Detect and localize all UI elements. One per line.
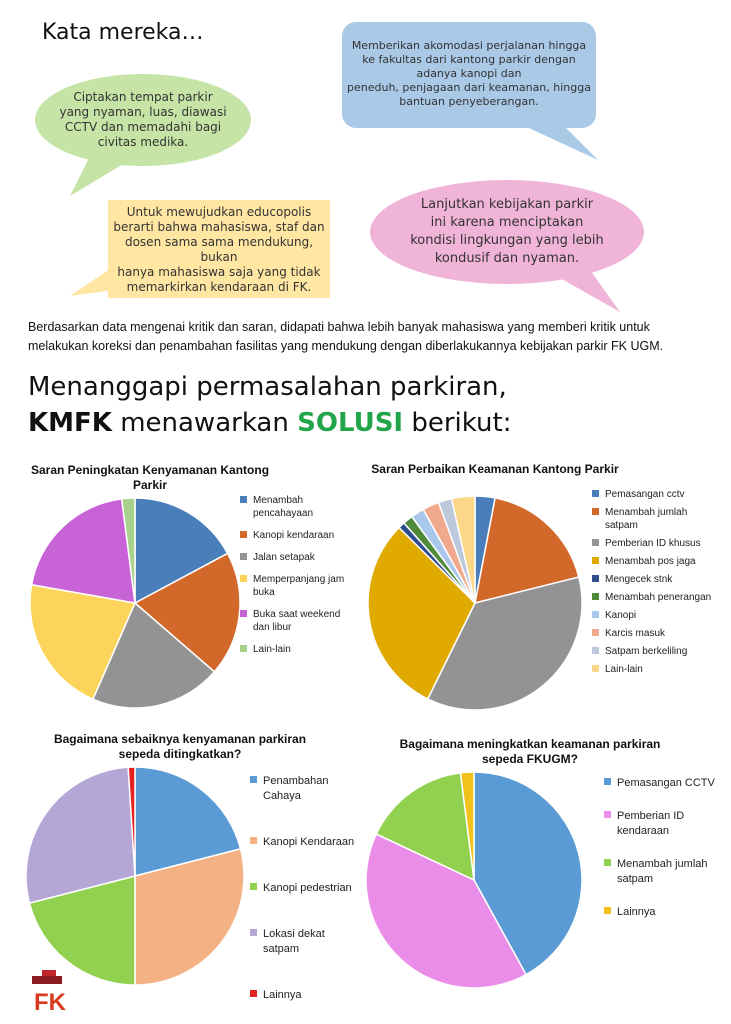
- legend-label: Kanopi Kendaraan: [263, 836, 355, 848]
- bubble-yellow-line: hanya mahasiswa saja yang tidak: [117, 265, 321, 279]
- legend-item: [592, 573, 712, 586]
- legend-swatch: [592, 665, 599, 672]
- legend-swatch: [592, 611, 599, 618]
- bubble-green-line: civitas medika.: [97, 135, 189, 149]
- chart-2-pie: [368, 496, 582, 710]
- legend-item: [592, 645, 712, 658]
- legend-swatch: [250, 929, 257, 936]
- legend-swatch: [592, 490, 599, 497]
- chart-3-legend: [250, 774, 360, 1003]
- legend-item: [592, 591, 712, 604]
- legend-label: Pemasangan CCTV: [617, 777, 715, 789]
- legend-label: Pemberian ID khusus: [605, 538, 701, 549]
- legend-swatch: [592, 593, 599, 600]
- chart-4-pie: [366, 772, 582, 988]
- legend-label: Pemberian ID kendaraan: [617, 810, 685, 837]
- chart-1-title: Saran Peningkatan Kenyamanan Kantong Parkir: [30, 463, 270, 492]
- bubble-pink-line: kondusif dan nyaman.: [434, 251, 580, 266]
- logo-text: FK: [34, 989, 66, 1016]
- bubble-blue-line: peneduh, penjagaan dari keamanan, hingga: [347, 81, 591, 94]
- legend-swatch: [604, 778, 611, 785]
- legend-label: Penambahan Cahaya: [263, 775, 329, 802]
- bubble-yellow-line: berarti bahwa mahasiswa, staf dan: [113, 220, 325, 234]
- legend-label: Lainnya: [263, 989, 302, 1001]
- legend-item: [240, 494, 346, 520]
- legend-swatch: [592, 629, 599, 636]
- legend-label: Lainnya: [617, 906, 656, 918]
- legend-label: Lain-lain: [605, 664, 643, 675]
- legend-swatch: [240, 645, 247, 652]
- legend-item: [592, 609, 712, 622]
- legend-item: [240, 551, 346, 564]
- legend-swatch: [592, 647, 599, 654]
- legend-swatch: [250, 837, 257, 844]
- pie-slice: [32, 499, 135, 603]
- legend-label: Kanopi kendaraan: [253, 530, 335, 541]
- legend-item: [250, 835, 360, 850]
- bubble-blue: [342, 30, 596, 118]
- legend-swatch: [240, 553, 247, 560]
- legend-swatch: [240, 531, 247, 538]
- chart-3-title: Bagaimana sebaiknya kenyamanan parkiran sepeda ditingkatkan?: [53, 732, 307, 761]
- bubble-pink-line: kondisi lingkungan yang lebih: [410, 233, 604, 248]
- bubble-green-line: Ciptakan tempat parkir: [73, 90, 213, 104]
- legend-swatch: [592, 508, 599, 515]
- chart-4-legend: [604, 776, 724, 920]
- kmfk-logo: [28, 968, 72, 1016]
- headline-line-1: Menanggapi permasalahan parkiran,: [28, 372, 507, 402]
- chart-1-pie: [30, 498, 240, 708]
- legend-swatch: [250, 776, 257, 783]
- bubble-green-line: yang nyaman, luas, diawasi: [59, 105, 227, 119]
- headline-kmfk: KMFK: [28, 408, 112, 438]
- bubble-blue-line: adanya kanopi dan: [416, 67, 522, 80]
- chart-4-title: Bagaimana meningkatkan keamanan parkiran sepeda FKUGM?: [399, 737, 661, 766]
- legend-label: Jalan setapak: [253, 552, 315, 563]
- legend-item: [250, 774, 360, 804]
- legend-label: Memperpanjang jam buka: [253, 574, 345, 598]
- legend-item: [592, 506, 712, 532]
- page-heading: Kata mereka…: [42, 20, 204, 45]
- legend-label: Buka saat weekend dan libur: [253, 609, 341, 633]
- legend-swatch: [250, 990, 257, 997]
- legend-label: Menambah penerangan: [605, 592, 712, 603]
- legend-swatch: [240, 496, 247, 503]
- bubble-pink-line: ini karena menciptakan: [430, 215, 584, 230]
- legend-swatch: [604, 907, 611, 914]
- legend-label: Pemasangan cctv: [605, 489, 685, 500]
- bubble-green: [48, 80, 238, 160]
- legend-label: Kanopi pedestrian: [263, 882, 352, 894]
- chart-2-title: Saran Perbaikan Keamanan Kantong Parkir: [371, 462, 619, 476]
- bubble-yellow-line: Untuk mewujudkan educopolis: [126, 205, 312, 219]
- legend-item: [240, 608, 346, 634]
- legend-item: [604, 809, 724, 839]
- legend-label: Satpam berkeliling: [605, 646, 688, 657]
- legend-item: [240, 643, 346, 656]
- chart-3-pie: [26, 767, 244, 985]
- legend-swatch: [240, 610, 247, 617]
- legend-label: Kanopi: [605, 610, 637, 621]
- bubble-yellow-line: memarkirkan kendaraan di FK.: [126, 280, 312, 294]
- legend-label: Menambah jumlah satpam: [605, 507, 688, 531]
- legend-swatch: [604, 859, 611, 866]
- legend-item: [604, 857, 724, 887]
- legend-item: [250, 881, 360, 896]
- headline-mid: menawarkan: [111, 408, 298, 438]
- legend-label: Lokasi dekat satpam: [263, 928, 325, 955]
- legend-swatch: [604, 811, 611, 818]
- bubble-pink-line: Lanjutkan kebijakan parkir: [420, 197, 594, 212]
- bubble-yellow: [108, 204, 330, 296]
- bubble-pink: [390, 188, 624, 276]
- legend-swatch: [592, 539, 599, 546]
- bubble-blue-line: Memberikan akomodasi perjalanan hingga: [351, 39, 587, 52]
- headline-solusi: SOLUSI: [297, 408, 404, 438]
- chart-2-legend: [592, 488, 712, 676]
- bubble-blue-line: ke fakultas dari kantong parkir dengan: [362, 53, 576, 66]
- legend-swatch: [592, 575, 599, 582]
- legend-label: Menambah jumlah satpam: [617, 858, 708, 885]
- legend-swatch: [592, 557, 599, 564]
- bubble-green-line: CCTV dan memadahi bagi: [64, 120, 222, 134]
- legend-item: [240, 529, 346, 542]
- legend-item: [592, 555, 712, 568]
- bubble-blue-line: bantuan penyeberangan.: [399, 95, 539, 108]
- legend-item: [592, 488, 712, 501]
- legend-item: [592, 627, 712, 640]
- legend-item: [250, 927, 360, 957]
- legend-label: Menambah pos jaga: [605, 556, 696, 567]
- legend-label: Karcis masuk: [605, 628, 666, 639]
- intro-paragraph: Berdasarkan data mengenai kritik dan saran, didapati bahwa lebih banyak mahasiswa yang memberi kritik untuk melakukan koreksi dan penambahan fasilitas yang mendukung dengan diberlakukannya kebijakan parkir FK UGM.: [28, 320, 664, 353]
- bubble-yellow-line: dosen sama sama mendukung, bukan: [124, 235, 314, 264]
- chart-1-legend: [240, 494, 346, 656]
- legend-label: Lain-lain: [253, 644, 291, 655]
- legend-item: [604, 776, 724, 791]
- headline-end: berikut:: [403, 408, 512, 438]
- legend-item: [250, 988, 360, 1003]
- legend-item: [592, 537, 712, 550]
- legend-item: [604, 905, 724, 920]
- legend-label: Menambah pencahayaan: [253, 495, 314, 519]
- legend-item: [240, 573, 346, 599]
- legend-item: [592, 663, 712, 676]
- legend-label: Mengecek stnk: [605, 574, 673, 585]
- legend-swatch: [240, 575, 247, 582]
- headline-line-2: [28, 408, 511, 438]
- legend-swatch: [250, 883, 257, 890]
